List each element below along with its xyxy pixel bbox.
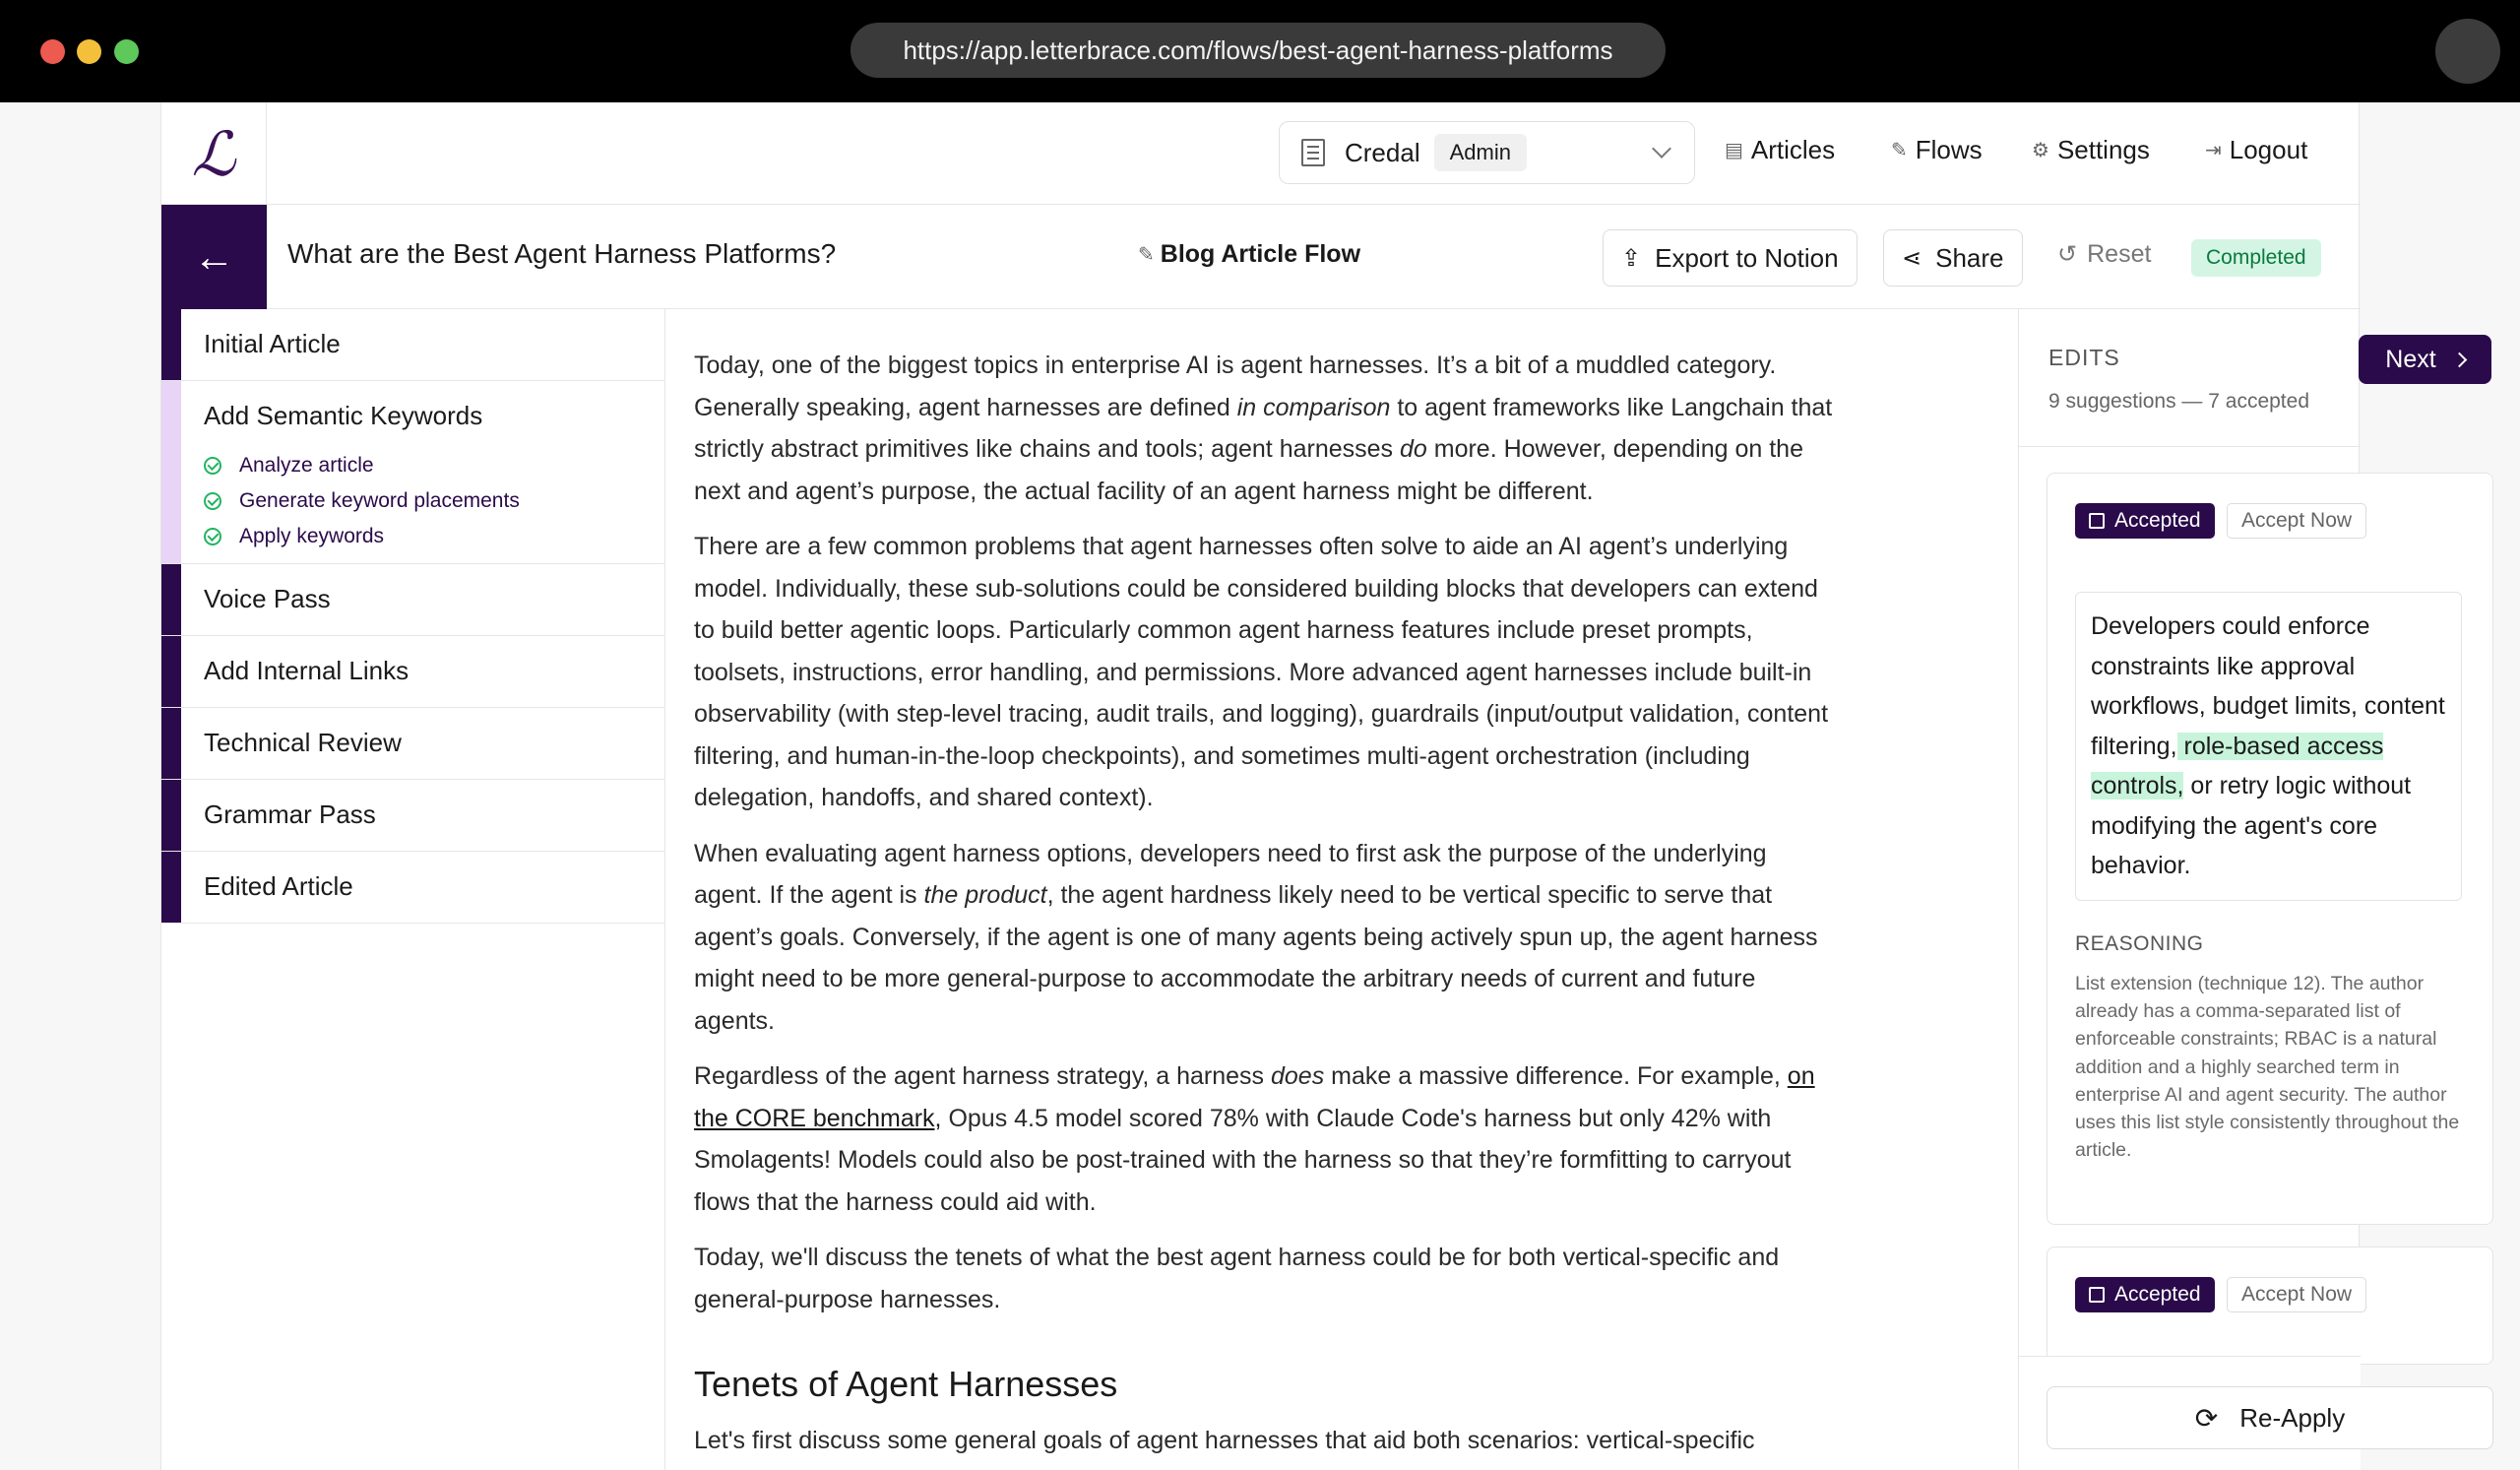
reset-label: Reset [2087,240,2152,268]
checkbox-icon [2089,1287,2105,1303]
suggestion-card [2047,473,2493,1225]
paragraph: Today, we'll discuss the tenets of what the best agent harness could be for both vertical-specific and general-purpose harnesses. [694,1244,1780,1313]
suggestion-card [2047,1246,2493,1365]
step-label: Voice Pass [204,584,331,613]
nav-logout[interactable] [2205,135,2307,165]
nav-articles[interactable] [1725,135,1835,165]
reset-button[interactable] [2057,240,2151,269]
close-window-dot[interactable] [40,39,65,64]
substep-label: Analyze article [239,454,374,477]
next-label: Next [2385,345,2436,373]
document-icon: ▤ [1725,140,1743,161]
edits-title: EDITS [2048,345,2120,370]
step-indicator [161,564,181,635]
accepted-label: Accepted [2114,509,2201,532]
building-icon [1301,139,1325,166]
status-badge: Completed [2191,239,2321,277]
edits-panel [2019,309,2460,1470]
edits-count: 9 suggestions — 7 accepted [2048,390,2310,413]
minimize-window-dot[interactable] [77,39,101,64]
steps-sidebar [161,309,664,924]
step-indicator [161,309,181,380]
step-label: Add Internal Links [204,656,410,685]
step-technical-review[interactable] [161,708,664,780]
nav-logout-label: Logout [2229,135,2308,164]
logout-icon: ⇥ [2205,140,2222,161]
divider [2019,446,2361,447]
step-label: Add Semantic Keywords [204,401,483,430]
nav-articles-label: Articles [1750,135,1836,164]
step-label: Grammar Pass [204,799,376,829]
substep-generate-keyword-placements [204,489,520,513]
profile-avatar[interactable] [2435,19,2500,84]
arrow-left-icon: ← [193,233,235,280]
article-body [694,345,1836,1470]
article-header [161,205,2361,309]
step-grammar-pass[interactable] [161,780,664,852]
reapply-button[interactable] [2047,1386,2493,1449]
paragraph: Let's first discuss some general goals of agent harnesses that aid both scenarios: vertical-specific [694,1426,1755,1454]
logo-mark: ℒ [191,117,236,190]
substep-apply-keywords [204,525,384,548]
step-label: Initial Article [204,329,341,358]
paragraph: Regardless of the agent harness strategy, a harness does make a massive difference. For example, on the CORE benchmark, Opus 4.5 model scored 78% with Claude Code's harness but only 42% with Smolagents! Models could also be post-trained with the harness so that they’re formfitting to carryout flows that the harness could aid with. [694,1062,1815,1216]
substep-label: Generate keyword placements [239,489,520,512]
accept-now-button[interactable]: Accept Now [2227,1277,2366,1312]
browser-chrome [0,0,2520,102]
org-selector[interactable] [1279,121,1695,184]
step-indicator [161,780,181,851]
export-to-notion-button[interactable] [1603,229,1858,287]
step-indicator [161,708,181,779]
url-bar[interactable]: https://app.letterbrace.com/flows/best-agent-harness-platforms [850,23,1666,78]
export-label: Export to Notion [1655,242,1839,273]
accepted-badge[interactable] [2075,1277,2215,1312]
reapply-label: Re-Apply [2239,1402,2346,1433]
nav-settings[interactable] [2032,135,2150,165]
reset-icon: ↺ [2057,241,2078,268]
check-circle-icon [204,528,221,545]
share-icon: ⋖ [1902,244,1922,272]
step-add-internal-links[interactable] [161,636,664,708]
maximize-window-dot[interactable] [114,39,139,64]
gear-icon: ⚙ [2032,140,2049,161]
pen-icon: ✎ [1891,140,1908,161]
flow-name: Blog Article Flow [1160,240,1361,268]
next-button[interactable] [2359,335,2491,384]
step-indicator-active [161,381,181,563]
nav-settings-label: Settings [2056,135,2150,164]
paragraph: There are a few common problems that agent harnesses often solve to aide an AI agent’s underlying model. Individually, these sub-solutions could be considered building blocks that developers can extend to build better agentic loops. Particularly common agent harness features include preset prompts, toolsets, instructions, error handling, and permissions. More advanced agent harnesses include built-in observability (with step-level tracing, audit trails, and logging), guardrails (input/output validation, content filtering, and human-in-the-loop checkpoints), and sometimes multi-agent orchestration (including delegation, handoffs, and shared context). [694,533,1829,811]
step-label: Edited Article [204,871,353,901]
check-circle-icon [204,457,221,475]
suggestion-text: Developers could enforce constraints like approval workflows, budget limits, content filtering, role-based access controls, or retry logic without modifying the agent's core behavior. [2075,592,2462,901]
pen-icon: ✎ [1138,244,1155,266]
share-button[interactable] [1883,229,2023,287]
core-benchmark-link[interactable]: on the CORE benchmark, [694,1062,1815,1132]
step-edited-article[interactable] [161,852,664,924]
reasoning-text: List extension (technique 12). The author already has a comma-separated list of enforceable constraints; RBAC is a natural addition and a highly searched term in enterprise AI and agent security. The author uses this list style consistently throughout the article. [2075,973,2460,1162]
checkbox-icon [2089,513,2105,529]
step-add-semantic-keywords[interactable] [161,381,664,564]
step-indicator [161,852,181,923]
upload-icon: ⇪ [1621,244,1642,272]
reapply-footer [2019,1356,2361,1470]
article-content-pane[interactable] [664,309,2019,1470]
substep-analyze-article [204,454,374,478]
back-button[interactable] [161,205,267,309]
accept-now-button[interactable]: Accept Now [2227,503,2366,539]
inserted-text-highlight: role-based access controls, [2091,732,2384,799]
chevron-right-icon [2451,352,2467,367]
flow-label [1138,240,1360,269]
paragraph: Today, one of the biggest topics in enterprise AI is agent harnesses. It’s a bit of a muddled category. Generally speaking, agent harnesses are defined in comparison to agent frameworks like Langchain that strictly abstract primitives like chains and tools; agent harnesses do more. However, depending on the next and agent’s purpose, the actual facility of an agent harness might be different. [694,352,1833,505]
accepted-badge[interactable] [2075,503,2215,539]
nav-flows[interactable] [1891,135,1983,165]
app-frame [160,102,2460,1470]
app [0,102,2520,1470]
reasoning-title: REASONING [2075,932,2204,955]
article-title: What are the Best Agent Harness Platforms? [287,238,837,269]
section-heading: Tenets of Agent Harnesses [694,1364,1118,1404]
step-initial-article[interactable] [161,309,664,381]
step-indicator [161,636,181,707]
refresh-icon: ⟳ [2194,1402,2219,1434]
org-name: Credal [1345,137,1420,167]
step-voice-pass[interactable] [161,564,664,636]
share-label: Share [1935,242,2004,273]
step-label: Technical Review [204,728,402,757]
nav-flows-label: Flows [1915,135,1983,164]
role-badge: Admin [1434,134,1527,171]
paragraph: When evaluating agent harness options, developers need to first ask the purpose of the underlying agent. If the agent is the product, the agent hardness likely need to be vertical specific to serve that agent’s goals. Conversely, if the agent is one of many agents being actively spun up, the agent harness might need to be more general-purpose to accommodate the arbitrary needs of current and future agents. [694,839,1818,1035]
logo[interactable] [161,102,267,205]
chevron-down-icon [1652,139,1671,159]
substep-label: Apply keywords [239,525,385,547]
check-circle-icon [204,492,221,510]
accepted-label: Accepted [2114,1283,2201,1306]
top-nav [161,102,2361,205]
